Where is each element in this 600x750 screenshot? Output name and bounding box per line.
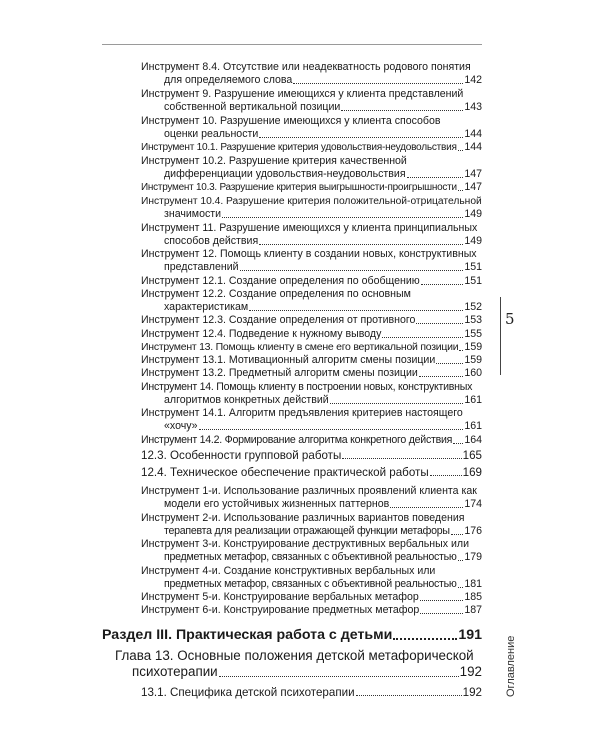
dot-leader: [459, 349, 463, 351]
toc-entry-page: 151: [464, 261, 482, 273]
toc-entry-text: Инструмент 13.1. Мотивационный алгоритм смены позиции: [141, 354, 436, 366]
toc-entry-page: 164: [464, 434, 482, 446]
dot-leader: [199, 428, 464, 430]
toc-entry[interactable]: [164, 261, 482, 274]
toc-entry-page: 152: [464, 301, 482, 313]
toc-entry[interactable]: [164, 498, 482, 511]
dot-leader: [451, 533, 464, 535]
dot-leader: [390, 506, 463, 508]
toc-entry-text: оценки реальности: [164, 128, 259, 140]
toc-entry[interactable]: [164, 128, 482, 141]
toc-entry[interactable]: [141, 434, 482, 447]
dot-leader: [436, 362, 463, 364]
dot-leader: [330, 402, 464, 404]
dot-leader: [420, 599, 464, 601]
dot-leader: [222, 216, 463, 218]
toc-entry-page: 155: [464, 328, 482, 340]
dot-leader: [407, 176, 464, 178]
toc-entry[interactable]: [141, 222, 482, 235]
dot-leader: [458, 559, 464, 561]
toc-entry-text: Инструмент 10.1. Разрушение критерия удовольствия-неудовольствия: [141, 142, 457, 153]
dot-leader: [453, 442, 463, 444]
dot-leader: [421, 283, 464, 285]
dot-leader: [416, 322, 463, 324]
toc-entry[interactable]: [141, 686, 482, 699]
toc-entry[interactable]: [164, 525, 482, 538]
toc-entry[interactable]: [141, 449, 482, 462]
toc-entry[interactable]: [164, 394, 482, 407]
toc-entry-text: Инструмент 10.3. Разрушение критерия выигрышности-проигрышности: [141, 182, 457, 193]
toc-entry-page: 160: [464, 367, 482, 379]
toc-entry[interactable]: [164, 74, 482, 87]
toc-entry-text: Инструмент 3-и. Конструирование деструктивных вербальных или: [141, 538, 470, 550]
toc-entry[interactable]: [164, 208, 482, 221]
toc-entry-page: 179: [464, 551, 482, 563]
toc-entry-text: собственной вертикальной позиции: [164, 101, 341, 113]
toc-entry-text: Инструмент 10.2. Разрушение критерия качественной: [141, 155, 407, 167]
toc-entry-page: 169: [462, 466, 482, 479]
toc-entry-text: Инструмент 13.2. Предметный алгоритм смены позиции: [141, 367, 418, 379]
toc-entry-text: дифференциации удовольствия-неудовольствия: [164, 168, 406, 180]
toc-entry-text: представлений: [164, 261, 239, 273]
toc-entry-page: 161: [464, 394, 482, 406]
toc-entry[interactable]: [164, 578, 482, 591]
page-number: 5: [505, 310, 515, 328]
dot-leader: [458, 149, 464, 151]
dot-leader: [249, 309, 463, 311]
toc-entry-text: Инструмент 9. Разрушение имеющихся у клиента представлений: [141, 88, 464, 100]
toc-entry[interactable]: [141, 604, 482, 617]
toc-chapter-text: психотерапии: [132, 664, 218, 679]
dot-leader: [430, 474, 462, 476]
toc-entry[interactable]: [141, 115, 482, 128]
dot-leader: [341, 109, 463, 111]
toc-entry-text: Инструмент 11. Разрушение имеющихся у клиента принципиальных: [141, 222, 478, 234]
toc-entry[interactable]: [141, 181, 482, 194]
toc-entry[interactable]: [141, 512, 482, 525]
toc-entry[interactable]: [141, 485, 482, 498]
toc-entry-text: 12.3. Особенности групповой работы: [141, 449, 342, 462]
toc-part[interactable]: [102, 627, 482, 644]
dot-leader: [356, 694, 462, 696]
toc-entry-page: 165: [462, 449, 482, 462]
toc-entry-page: 147: [464, 168, 482, 180]
toc-part-page: 191: [458, 627, 482, 643]
toc-entry-text: модели его устойчивых жизненных паттернов: [164, 498, 390, 510]
toc-chapter[interactable]: [132, 664, 482, 680]
toc-entry-text: Инструмент 14.1. Алгоритм предъявления критериев настоящего: [141, 407, 463, 419]
toc-chapter-text: Глава 13. Основные положения детской метафорической: [115, 648, 474, 663]
toc-entry[interactable]: [164, 168, 482, 181]
toc-entry[interactable]: [141, 88, 482, 101]
toc-entry-text: 12.4. Техническое обеспечение практической работы: [141, 466, 429, 479]
toc-entry-text: Инструмент 14.2. Формирование алгоритма конкретного действия: [141, 434, 453, 446]
dot-leader: [342, 457, 461, 459]
toc-entry-page: 143: [464, 101, 482, 113]
toc-entry-page: 174: [464, 498, 482, 510]
toc-entry-page: 161: [464, 420, 482, 432]
toc-entry[interactable]: [164, 420, 482, 433]
toc-entry[interactable]: [164, 301, 482, 314]
toc-entry[interactable]: [164, 101, 482, 114]
toc-entry-text: Инструмент 5-и. Конструирование вербальных метафор: [141, 591, 419, 603]
toc-entry[interactable]: [141, 141, 482, 154]
toc-entry-text: Инструмент 14. Помощь клиенту в построении новых, конструктивных: [141, 381, 473, 393]
toc-entry[interactable]: [141, 591, 482, 604]
toc-entry-page: 149: [464, 235, 482, 247]
toc-entry-text: Инструмент 12.4. Подведение к нужному выводу: [141, 328, 382, 340]
toc-entry[interactable]: [141, 328, 482, 341]
toc-entry-page: 187: [464, 604, 482, 616]
toc-entry-page: 159: [464, 354, 482, 366]
toc-entry-text: предметных метафор, связанных с объективной реальностью: [164, 578, 457, 590]
toc-entry-text: Инструмент 12.3. Создание определения от противного: [141, 314, 416, 326]
toc-entry-text: алгоритмов конкретных действий: [164, 394, 329, 406]
dot-leader: [458, 189, 464, 191]
dot-leader: [259, 243, 463, 245]
toc-entry-text: Инструмент 12.1. Создание определения по обобщению: [141, 275, 420, 287]
toc-entry-text: 13.1. Специфика детской психотерапии: [141, 686, 355, 699]
toc-entry-text: Инструмент 8.4. Отсутствие или неадекватность родового понятия: [141, 61, 471, 73]
dot-leader: [259, 136, 463, 138]
toc-entry-page: 144: [464, 141, 482, 153]
toc-entry[interactable]: [141, 565, 482, 578]
toc-entry-page: 151: [464, 275, 482, 287]
dot-leader: [420, 612, 463, 614]
dot-leader: [382, 336, 463, 338]
toc-entry-page: 149: [464, 208, 482, 220]
toc-entry-text: Инструмент 4-и. Создание конструктивных вербальных или: [141, 565, 436, 577]
toc-entry-text: «хочу»: [164, 420, 198, 432]
toc-entry[interactable]: [141, 314, 482, 327]
toc-entry-text: значимости: [164, 208, 222, 220]
toc-entry-text: Инструмент 12. Помощь клиенту в создании новых, конструктивных: [141, 248, 477, 260]
toc-entry[interactable]: [141, 381, 482, 394]
toc-entry[interactable]: [141, 367, 482, 380]
toc-entry-text: способов действия: [164, 235, 259, 247]
toc-entry-text: характеристикам: [164, 301, 249, 313]
toc-entry-page: 192: [462, 686, 482, 699]
toc-entry[interactable]: [164, 235, 482, 248]
toc-entry[interactable]: [164, 551, 482, 564]
toc-chapter-page: 192: [459, 664, 482, 679]
toc-entry-page: 144: [464, 128, 482, 140]
toc-entry[interactable]: [141, 407, 482, 420]
dot-leader: [293, 82, 463, 84]
toc-entry-text: Инструмент 13. Помощь клиенту в смене его вертикальной позиции: [141, 341, 459, 353]
toc-part-text: Раздел III. Практическая работа с детьми: [102, 627, 393, 643]
dot-leader: [219, 675, 459, 677]
dot-leader: [393, 637, 457, 640]
toc-entry[interactable]: [141, 275, 482, 288]
toc-entry[interactable]: [141, 61, 482, 74]
toc-entry-page: 185: [464, 591, 482, 603]
toc-entry-page: 159: [464, 341, 482, 353]
toc-entry[interactable]: [141, 466, 482, 479]
toc-entry-page: 176: [464, 525, 482, 537]
toc-entry[interactable]: [141, 354, 482, 367]
dot-leader: [419, 375, 464, 377]
toc-entry-page: 181: [464, 578, 482, 590]
toc-entry[interactable]: [141, 288, 482, 301]
toc-entry[interactable]: [141, 341, 482, 354]
toc-entry-text: Инструмент 10. Разрушение имеющихся у клиента способов: [141, 115, 441, 127]
toc-entry-text: терапевта для реализации отражающей функции метафоры: [164, 525, 450, 537]
toc-entry-text: предметных метафор, связанных с объективной реальностью: [164, 551, 457, 563]
toc-chapter[interactable]: [115, 648, 482, 664]
toc-entry-page: 147: [464, 181, 482, 193]
toc-entry[interactable]: [141, 155, 482, 168]
toc-entry-text: для определяемого слова: [164, 74, 293, 86]
toc-entry-text: Инструмент 12.2. Создание определения по основным: [141, 288, 411, 300]
dot-leader: [458, 586, 464, 588]
toc-entry-text: Инструмент 6-и. Конструирование предметных метафор: [141, 604, 420, 616]
running-head: Оглавление: [505, 635, 517, 697]
toc-entry-text: Инструмент 2-и. Использование различных вариантов поведения: [141, 512, 465, 524]
toc-entry[interactable]: [141, 538, 482, 551]
toc-entry[interactable]: [141, 248, 482, 261]
toc-entry[interactable]: [141, 195, 482, 208]
toc-entry-text: Инструмент 1-и. Использование различных проявлений клиента как: [141, 485, 477, 497]
toc-entry-text: Инструмент 10.4. Разрушение критерия положительной-отрицательной: [141, 196, 482, 207]
dot-leader: [240, 269, 464, 271]
toc-entry-page: 142: [464, 74, 482, 86]
toc-entry-page: 153: [464, 314, 482, 326]
